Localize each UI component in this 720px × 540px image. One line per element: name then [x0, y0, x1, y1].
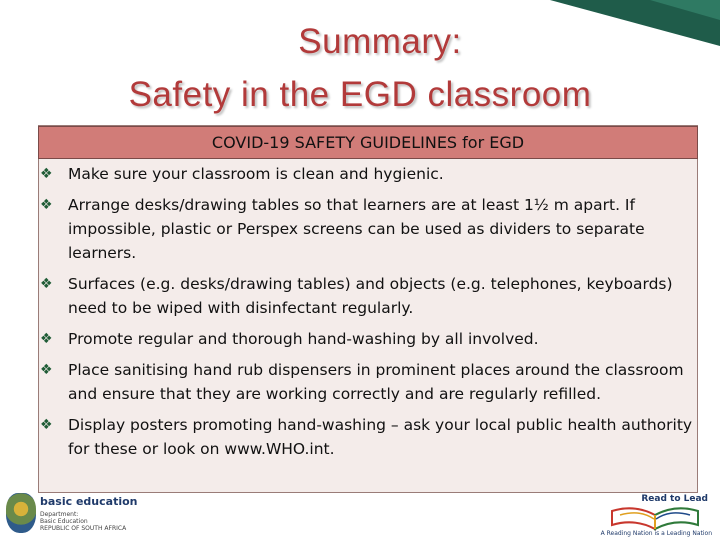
coat-of-arms-icon: [6, 493, 36, 533]
brand-sub-line: Department:: [40, 511, 79, 518]
diamond-bullet-icon: ❖: [40, 276, 53, 292]
list-item-text: Surfaces (e.g. desks/drawing tables) and objects (e.g. telephones, keyboards) need to be wiped with disinfectant regularly.: [68, 275, 673, 317]
slide-title-line-2: Safety in the EGD classroom: [128, 75, 592, 114]
list-item: [38, 162, 698, 186]
list-item: [38, 193, 698, 265]
list-item-text: Display posters promoting hand-washing – ask your local public health authority for these or look on www.WHO.int.: [68, 416, 693, 458]
list-item: [38, 327, 698, 351]
read-to-lead-title: Read to Lead: [641, 494, 708, 504]
guidelines-list: [38, 162, 698, 468]
guidelines-header: COVID-19 SAFETY GUIDELINES for EGD: [38, 126, 698, 159]
read-to-lead-tagline: A Reading Nation is a Leading Nation: [600, 530, 712, 537]
list-item-text: Make sure your classroom is clean and hygienic.: [68, 165, 444, 183]
brand-subtitle: [40, 511, 126, 532]
list-item-text: Promote regular and thorough hand-washing by all involved.: [68, 330, 539, 348]
list-item: [38, 358, 698, 406]
slide-title-line-1: Summary:: [298, 22, 462, 61]
diamond-bullet-icon: ❖: [40, 197, 53, 213]
list-item: [38, 413, 698, 461]
brand-sub-line: REPUBLIC OF SOUTH AFRICA: [40, 525, 127, 532]
list-item: [38, 272, 698, 320]
open-book-icon: [610, 503, 700, 531]
diamond-bullet-icon: ❖: [40, 166, 53, 182]
list-item-text: Arrange desks/drawing tables so that learners are at least 1½ m apart. If impossible, plastic or Perspex screens can be used as dividers to separate learners.: [68, 196, 645, 262]
brand-name: basic education: [40, 495, 138, 508]
brand-sub-line: Basic Education: [40, 518, 88, 525]
corner-decoration-accent: [650, 0, 720, 20]
diamond-bullet-icon: ❖: [40, 362, 53, 378]
list-item-text: Place sanitising hand rub dispensers in prominent places around the classroom and ensure that they are working correctly and are regularly refilled.: [68, 361, 684, 403]
diamond-bullet-icon: ❖: [40, 417, 53, 433]
diamond-bullet-icon: ❖: [40, 331, 53, 347]
